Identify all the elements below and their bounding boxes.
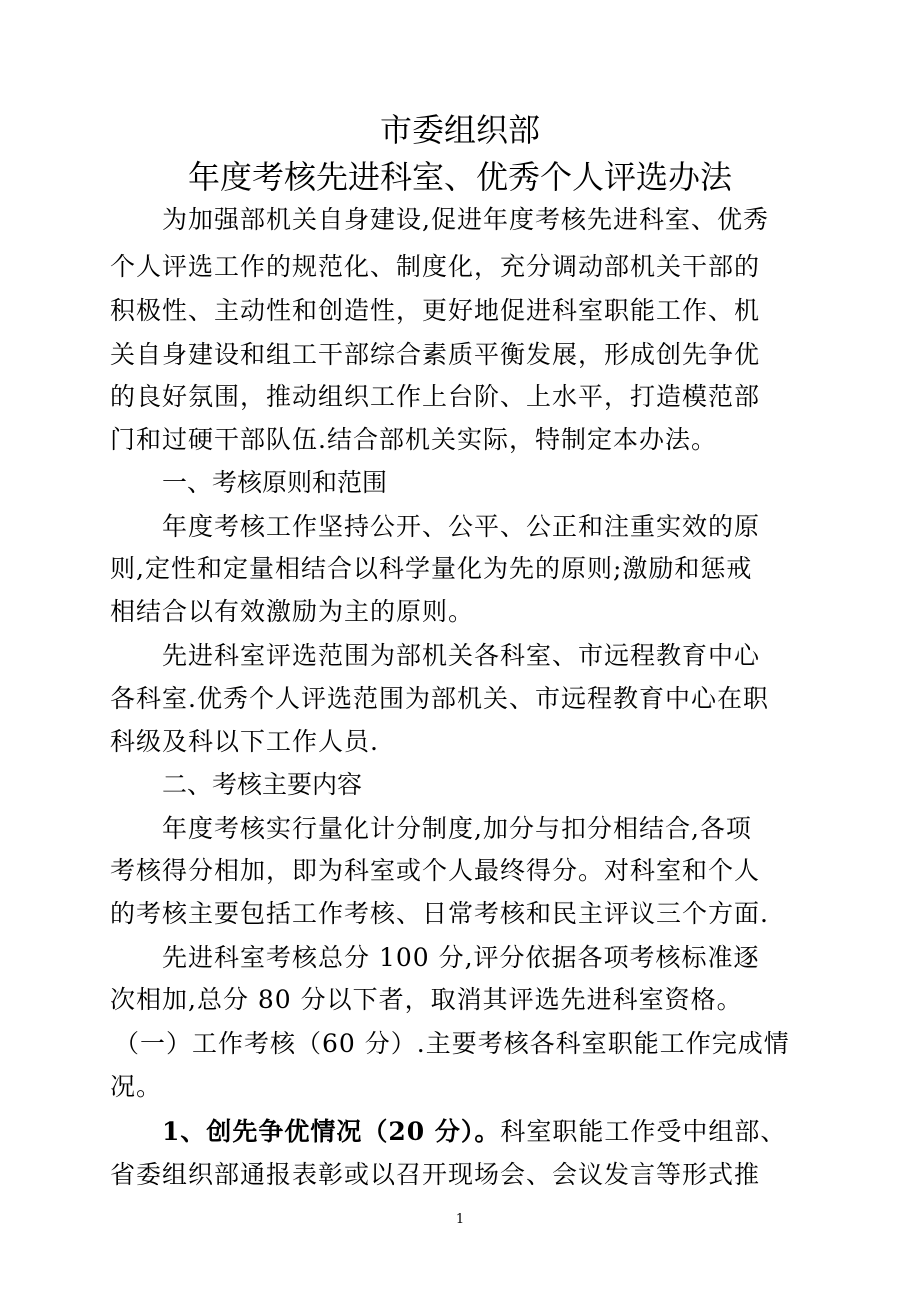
intro-line: 为加强部机关自身建设,促进年度考核先进科室、优秀 xyxy=(162,205,769,234)
paragraph-line: 先进科室评选范围为部机关各科室、市远程教育中心 xyxy=(162,641,761,670)
document-title-organization: 市委组织部 xyxy=(379,111,540,149)
intro-line: 个人评选工作的规范化、制度化，充分调动部机关干部的 xyxy=(110,252,761,281)
paragraph-line: 则,定性和定量相结合以科学量化为先的原则;激励和惩戒 xyxy=(110,554,753,583)
section-heading: 二、考核主要内容 xyxy=(162,770,363,799)
item-line: 省委组织部通报表彰或以召开现场会、会议发言等形式推 xyxy=(110,1160,761,1189)
intro-line: 积极性、主动性和创造性，更好地促进科室职能工作、机 xyxy=(110,296,761,325)
paragraph-line: 各科室.优秀个人评选范围为部机关、市远程教育中心在职 xyxy=(110,684,769,713)
intro-line: 门和过硬干部队伍.结合部机关实际，特制定本办法。 xyxy=(110,425,717,454)
paragraph-line: 相结合以有效激励为主的原则。 xyxy=(110,597,475,626)
item-text: 科室职能工作受中组部、 xyxy=(500,1117,787,1146)
paragraph-line: 年度考核实行量化计分制度,加分与扣分相结合,各项 xyxy=(162,814,752,843)
document-title: 年度考核先进科室、优秀个人评选办法 xyxy=(187,158,732,196)
section-heading: 一、考核原则和范围 xyxy=(162,468,388,497)
paragraph-line: 年度考核工作坚持公开、公平、公正和注重实效的原 xyxy=(162,512,761,541)
intro-line: 的良好氛围，推动组织工作上台阶、上水平，打造模范部 xyxy=(110,382,761,411)
subsection-line: （一）工作考核（60 分）.主要考核各科室职能工作完成情 xyxy=(114,1029,790,1058)
item-title: 1、创先争优情况（20 分）。 xyxy=(162,1117,501,1146)
subsection-line: 况。 xyxy=(110,1072,163,1101)
intro-line: 关自身建设和组工干部综合素质平衡发展，形成创先争优 xyxy=(110,340,761,369)
paragraph-line: 科级及科以下工作人员. xyxy=(110,727,379,756)
paragraph-line: 考核得分相加，即为科室或个人最终得分。对科室和个人 xyxy=(110,856,761,885)
paragraph-line: 先进科室考核总分 100 分,评分依据各项考核标准逐 xyxy=(162,943,760,972)
item-line xyxy=(162,1114,810,1150)
paragraph-line: 次相加,总分 80 分以下者，取消其评选先进科室资格。 xyxy=(110,985,743,1014)
page-number: 1 xyxy=(455,1212,465,1227)
paragraph-line: 的考核主要包括工作考核、日常考核和民主评议三个方面. xyxy=(110,899,769,928)
